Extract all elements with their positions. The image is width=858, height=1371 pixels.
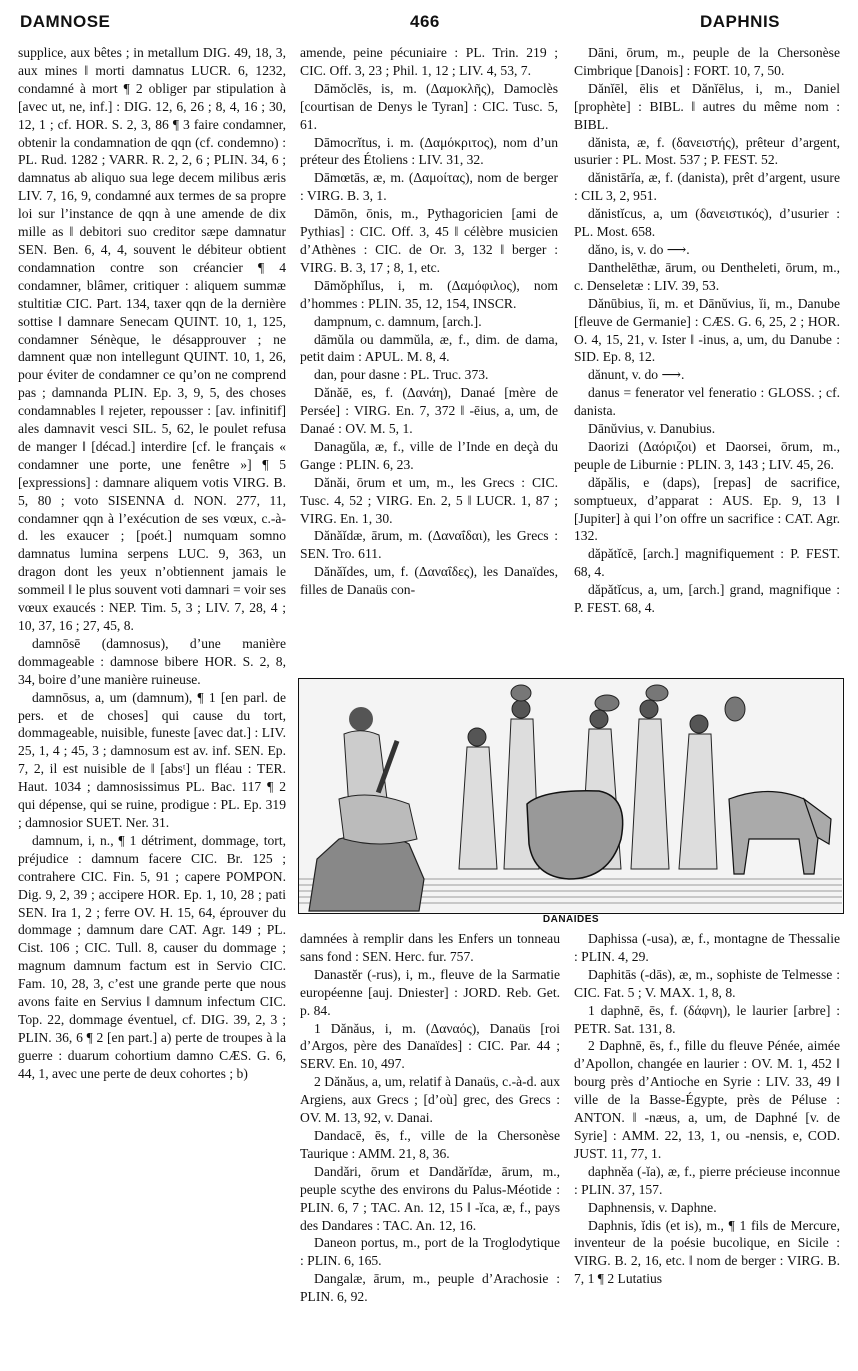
dictionary-entry: Dănĭēl, ēlis et Dănĭēlus, i, m., Daniel [prophète] : BIBL. ‖ autres du même nom : BIBL. [574, 80, 840, 132]
dictionary-entry: 2 Dănăus, a, um, relatif à Danaüs, c.-à-d. aux Argiens, aux Grecs ; [d’où] grec, des Grecs : OV. M. 13, 92, v. Danai. [300, 1074, 560, 1126]
engraving-drawing [299, 679, 842, 912]
dictionary-entry: Daorizi (Δαόριζοι) et Daorsei, ōrum, m., peuple de Liburnie : PLIN. 3, 143 ; LIV. 45, 26. [574, 438, 840, 472]
dictionary-entry: 1 Dănăus, i, m. (Δαναός), Danaüs [roi d’Argos, père des Danaïdes] : CIC. Par. 44 ; SERV. En. 10, 497. [300, 1020, 560, 1072]
dictionary-entry: Danastĕr (-rus), i, m., fleuve de la Sarmatie européenne [auj. Dniester] : JORD. Reb. Get. p. 84. [300, 966, 560, 1018]
dictionary-entry: 2 Daphnē, ēs, f., fille du fleuve Pénée, aimée d’Apollon, changée en laurier : OV. M. 1, 452 ‖ bourg près d’Antioche en Syrie : LIV. 33, 49 ‖ ville de la Basse-Égypte, près de Péluse : ANTON. ‖ -næus, a, um, de Daphné [v. de Syrie] : AMM. 22, 13, 1, ou -nensis, e, COD. JUST. 11, 77, 1. [574, 1038, 840, 1161]
dictionary-entry: dampnum, c. damnum, [arch.]. [314, 313, 482, 329]
column-left [18, 44, 286, 1369]
dictionary-entry: Dandacē, ēs, f., ville de la Chersonèse Taurique : AMM. 21, 8, 36. [300, 1127, 560, 1161]
dictionary-entry: Daphnensis, v. Daphne. [588, 1199, 717, 1215]
header-right-guideword: DAPHNIS [700, 12, 781, 31]
dictionary-entry: supplice, aux bêtes ; in metallum DIG. 49, 18, 3, aux mines ‖ morti damnatus LUCR. 6, 1232, condamné à mort ¶ 2 obliger par stipulation à [avec ut, ne, inf.] : DIG. 12, 6, 26 ; 8, 4, 16 ; 30, 12, 1 ; cf. HOR. S. 2, 3, 86 ¶ 3 faire condamner, obtenir la condamnation de qqn (cf. condemno) : PL. Rud. 1282 ; VARR. R. 2, 2, 6 ; PLIN. 34, 6 ; damnatus ab aliquo sua lege decem milibus æris LIV. 7, 16, 9, condamné aux termes de sa propre loi sur l’instance de qqn à une amende de dix mille as ‖ debitori suo creditor sæpe damnatur SEN. Ben. 6, 4, 4, souvent le débiteur obtient condamnation contre son créancier ¶ 4 condamner, blâmer, critiquer : aliquem summæ stultitiæ CIC. Part. 134, taxer qqn de la dernière sottise ‖ damnare Senecam QUINT. 10, 1, 125, condamner Sénèque, le désapprouver ; ne damnent quæ non intellegunt QUINT. 10, 1, 26, pour éviter de condamner ce qu’on ne comprend pas ; damnanda PLIN. Ep. 3, 9, 5, des choses condamnables ‖ rejeter, repousser : [av. infinitif] ales damnavit vesci SIL. 5, 62, le poulet refusa de manger ‖ [décad.] interdire [cf. le français « condamner une porte, une fenêtre »] ¶ 5 [expressions] : damnare aliquem votis VIRG. B. 5, 80 ; voto SISENNA d. NON. 277, 11, condamner qqn à l’exécution de ses vœux, c.-à-d. les exaucer ; [poét.] numquam somno damnatus lumina serpens LUC. 9, 363, un dragon dont les yeux n’obtiennent jamais le sommeil ‖ le plus souvent voti damnari = voir ses vœux exaucés : NEP. Tim. 5, 3 ; LIV. 7, 28, 4 ; 10, 37, 16 ; 27, 45, 8. [18, 45, 286, 633]
dictionary-entry: dănista, æ, f. (δανειστής), prêteur d’argent, usurier : PL. Most. 537 ; P. FEST. 52. [574, 134, 840, 168]
dictionary-entry: Dāmœtās, æ, m. (Δαμοίτας), nom de berger : VIRG. B. 3, 1. [300, 170, 558, 204]
column-right-bottom [574, 930, 840, 1368]
dictionary-entry: dāmŭla ou dammŭla, æ, f., dim. de dama, petit daim : APUL. M. 8, 4. [300, 331, 558, 365]
dictionary-entry: Dāmŏphĭlus, i, m. (Δαμόφιλος), nom d’hommes : PLIN. 35, 12, 154, INSCR. [300, 277, 558, 311]
dictionary-entry: dăpătĭcus, a, um, [arch.] grand, magnifique : P. FEST. 68, 4. [574, 582, 840, 616]
dictionary-entry: Dānŭvius, v. Danubius. [588, 421, 716, 437]
dictionary-entry: amende, peine pécuniaire : PL. Trin. 219 ; CIC. Off. 3, 23 ; Phil. 1, 12 ; LIV. 4, 53, 7. [300, 45, 558, 78]
column-right-top [574, 44, 840, 674]
dictionary-entry: dăpătĭcē, [arch.] magnifiquement : P. FEST. 68, 4. [574, 546, 840, 580]
column-middle-bottom [300, 930, 560, 1368]
dictionary-entry: dănunt, v. do ⟶. [588, 367, 685, 383]
dictionary-entry: damnées à remplir dans les Enfers un tonneau sans fond : SEN. Herc. fur. 757. [300, 931, 560, 964]
dictionary-entry: damnōsē (damnosus), d’une manière dommageable : damnose bibere HOR. S. 2, 8, 34, boire d’une manière ruineuse. [18, 635, 286, 687]
dictionary-entry: Dănăi, ōrum et um, m., les Grecs : CIC. Tusc. 4, 52 ; VIRG. En. 2, 5 ‖ LUCR. 1, 87 ; VIRG. En. 1, 30. [300, 474, 558, 526]
column-middle-top [300, 44, 558, 674]
dictionary-entry: Dāmōn, ōnis, m., Pythagoricien [ami de Pythias] : CIC. Off. 3, 45 ‖ célèbre musicien d’Athènes : CIC. de Or. 3, 132 ‖ berger : VIRG. B. 3, 17 ; 8, 1, etc. [300, 206, 558, 275]
dictionary-entry: Dangalæ, ārum, m., peuple d’Arachosie : PLIN. 6, 92. [300, 1271, 560, 1305]
header-left-guideword: DAMNOSE [20, 12, 111, 31]
figure-caption: DANAIDES [542, 914, 600, 925]
danaides-illustration [298, 678, 844, 914]
dictionary-entry: dan, pour dasne : PL. Truc. 373. [314, 367, 489, 383]
dictionary-entry: Dāni, ōrum, m., peuple de la Chersonèse Cimbrique [Danois] : FORT. 10, 7, 50. [574, 45, 840, 78]
page-number: 466 [410, 12, 440, 31]
dictionary-entry: damnum, i, n., ¶ 1 détriment, dommage, tort, préjudice : damnum facere CIC. Br. 125 ; contrahere CIC. Fin. 5, 91 ; capere POMPON. Dig. 9, 2, 39 ; accipere HOR. Ep. 1, 10, 28 ; pati SEN. Ira 1, 2 ; ferre OV. H. 15, 64, éprouver du dommage ; damnum dare CAT. Agr. 149 ; PL. Cist. 106 ; CIC. Tull. 8, causer du dommage ; magnum damnum factum est in Servio CIC. Fam. 10, 28, 3, c’est une grande perte que nous avons faite en Servius ‖ damnum infectum CIC. Top. 22, dommage éventuel, cf. DIG. 39, 2, 3 ; PLIN. 36, 6 ¶ 2 [en part.] a) perte de troupes à la guerre : duarum cohortium damno CÆS. G. 6, 44, 1, avec une perte de deux cohortes ; b) [18, 832, 286, 1081]
dictionary-entry: Dāmŏclēs, is, m. (Δαμοκλῆς), Damoclès [courtisan de Denys le Tyran] : CIC. Tusc. 5, 61. [300, 80, 558, 132]
dictionary-entry: Danagŭla, æ, f., ville de l’Inde en deçà du Gange : PLIN. 6, 23. [300, 438, 558, 472]
dictionary-entry: dăno, is, v. do ⟶. [588, 241, 690, 257]
dictionary-entry: Daphissa (-usa), æ, f., montagne de Thessalie : PLIN. 4, 29. [574, 931, 840, 964]
dictionary-entry: dăpălis, e (daps), [repas] de sacrifice, somptueux, d’apparat : AUS. Ep. 9, 13 ‖ [Jupiter] à qui l’on offre un sacrifice : CAT. Agr. 132. [574, 474, 840, 544]
dictionary-entry: 1 daphnē, ēs, f. (δάφνη), le laurier [arbre] : PETR. Sat. 131, 8. [574, 1002, 840, 1036]
dictionary-entry: danus = fenerator vel feneratio : GLOSS. ; cf. danista. [574, 385, 840, 419]
dictionary-entry: dănistārĭa, æ, f. (danista), prêt d’argent, usure : CIL 3, 2, 951. [574, 170, 840, 204]
dictionary-entry: Danthelēthæ, ārum, ou Dentheleti, ōrum, m., c. Denseletæ : LIV. 39, 53. [574, 259, 840, 293]
dictionary-entry: Dănăĭdes, um, f. (Δαναΐδες), les Danaïdes, filles de Danaüs con- [300, 564, 558, 598]
dictionary-entry: Dāmocrĭtus, i. m. (Δαμόκριτος), nom d’un préteur des Étoliens : LIV. 31, 32. [300, 134, 558, 168]
dictionary-entry: Dănăē, es, f. (Δανάη), Danaé [mère de Persée] : VIRG. En. 7, 372 ‖ -ēius, a, um, de Danaé : OV. M. 5, 1. [300, 385, 558, 437]
dictionary-entry: damnōsus, a, um (damnum), ¶ 1 [en parl. de pers. et de choses] qui cause du tort, dommageable, nuisible, funeste [avec dat.] : LIV. 25, 1, 4 ; 45, 3 ; damnosum est av. inf. SEN. Ep. 7, 2, il est nuisible de ‖ [absᵗ] un fléau : TER. Haut. 1034 ; damnosissimus PL. Bac. 117 ¶ 2 qui dépense, qui se ruine, prodigue : PL. Ep. 319 ; damnosior SUET. Ner. 31. [18, 689, 286, 830]
dictionary-entry: Daneon portus, m., port de la Troglodytique : PLIN. 6, 165. [300, 1235, 560, 1269]
dictionary-entry: Daphnis, ĭdis (et is), m., ¶ 1 fils de Mercure, inventeur de la poésie bucolique, en Sicile : VIRG. B. 2, 16, etc. ‖ nom de berger : VIRG. B. 7, 1 ¶ 2 Lutatius [574, 1217, 840, 1287]
dictionary-entry: Dănūbius, ĭi, m. et Dānŭvius, ĭi, m., Danube [fleuve de Germanie] : CÆS. G. 6, 25, 2 ; HOR. O. 4, 15, 21, v. Ister ‖ -inus, a, um, du Danube : SID. Ep. 8, 12. [574, 295, 840, 365]
dictionary-entry: Daphitās (-dās), æ, m., sophiste de Telmesse : CIC. Fat. 5 ; V. MAX. 1, 8, 8. [574, 966, 840, 1000]
dictionary-entry: dănistĭcus, a, um (δανειστικός), d’usurier : PL. Most. 658. [574, 206, 840, 240]
running-header [0, 12, 858, 42]
dictionary-entry: daphnĕa (-ĭa), æ, f., pierre précieuse inconnue : PLIN. 37, 157. [574, 1163, 840, 1197]
dictionary-entry: Dănăĭdæ, ārum, m. (Δαναΐδαι), les Grecs : SEN. Tro. 611. [300, 528, 558, 562]
dictionary-entry: Dandări, ōrum et Dandărĭdæ, ārum, m., peuple scythe des environs du Palus-Méotide : PLIN. 6, 7 ; TAC. An. 12, 15 ‖ -ĭca, æ, f., pays des Dandares : TAC. An. 12, 16. [300, 1163, 560, 1233]
